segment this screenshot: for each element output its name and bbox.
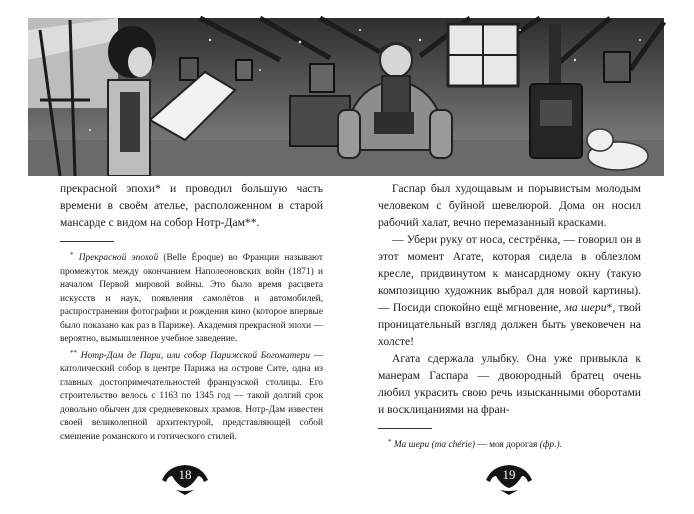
footnote-mark: ** [70,348,77,357]
right-paragraph [378,231,641,350]
right-page [378,180,641,453]
footnote-term: Прекрасной эпохой [78,253,159,263]
footnote [60,347,323,445]
illustration-drawing [0,0,694,176]
wall-frame [180,58,198,80]
left-footnotes [60,249,323,444]
dialogue-text: *, твой проницательный взгляд должен быть увековечен на холсте! [378,301,641,348]
artist-figure [108,26,156,176]
page-number-left [158,462,212,496]
footnote-rule [378,428,432,429]
footnote-term: Нотр-Дам де Пари, или собор Парижской Богоматери [80,350,310,361]
footnote [378,436,641,453]
footnote-text: . [559,440,562,450]
footnote-text: (Belle Époque) во Франции называют промежуток между окончанием Наполеоновских войн (1871) и началом Первой мировой войны. Это было время расцвета искусств и наук, появления самолётов и автомобилей, распространения фотографии и рождения кино (которое впервые было показано как раз в Париже). Академия прекрасной эпохи — вероятно, вымышленное учебное заведение. [60,253,323,344]
footnote-lang: (фр.) [539,440,560,450]
footnote-text: — моя дорогая [475,440,540,450]
right-paragraph: Агата сдержала улыбку. Она уже привыкла к манерам Гаспара — двоюродный братец очень любил украсить свою речь изысканными оборотами и восклицаниями на фран- [378,352,641,416]
footnote-text: — католический собор в центре Парижа на острове Сите, одна из главных достопримечательностей французской столицы. Его строительство велось с 1163 по 1345 год — такой долгий срок довольно обычен для средневековых храмов. Нотр-Дам известен своей великолепной архитектурой, представляющей собой смешение романского и готического стилей. [60,350,324,442]
left-paragraph: прекрасной эпохи* и проводил большую часть времени в своём ателье, расположенном в старой мансарде с видом на собор Нотр-Дам**. [60,182,323,229]
footnote-mark: * [70,251,74,259]
page-number-right [482,462,536,496]
footnote [60,249,323,347]
right-body-text [378,180,641,418]
wall-frame [236,60,252,80]
right-paragraph: Гаспар был худощавым и порывистым молодым человеком с буйной шевелюрой. Дома он носил рабочий халат, вечно перемазанный красками. [378,182,641,229]
footnote-term: Ма шери [393,440,430,450]
left-page [60,180,323,444]
right-footnotes [378,436,641,453]
footnote-source: (ma chérie) [429,440,475,450]
dialogue-text: — Убери руку от носа, сестрёнка, — говорил он в этот момент Агате, которая сидела в облезлом кресле, придвинутом к мансардному окну (такую композицию художник выбрал для новой картины). — Посиди спокойно ещё мгновение, [378,233,641,314]
wall-frame [310,64,334,92]
left-body-text [60,180,323,231]
footnote-mark: * [388,438,392,446]
wall-frame [604,52,630,82]
chapter-illustration [0,0,694,176]
page-number-text: 18 [178,467,192,482]
footnote-rule [60,241,114,242]
foreign-phrase: ма шери [564,301,607,314]
page-number-text: 19 [502,467,516,482]
